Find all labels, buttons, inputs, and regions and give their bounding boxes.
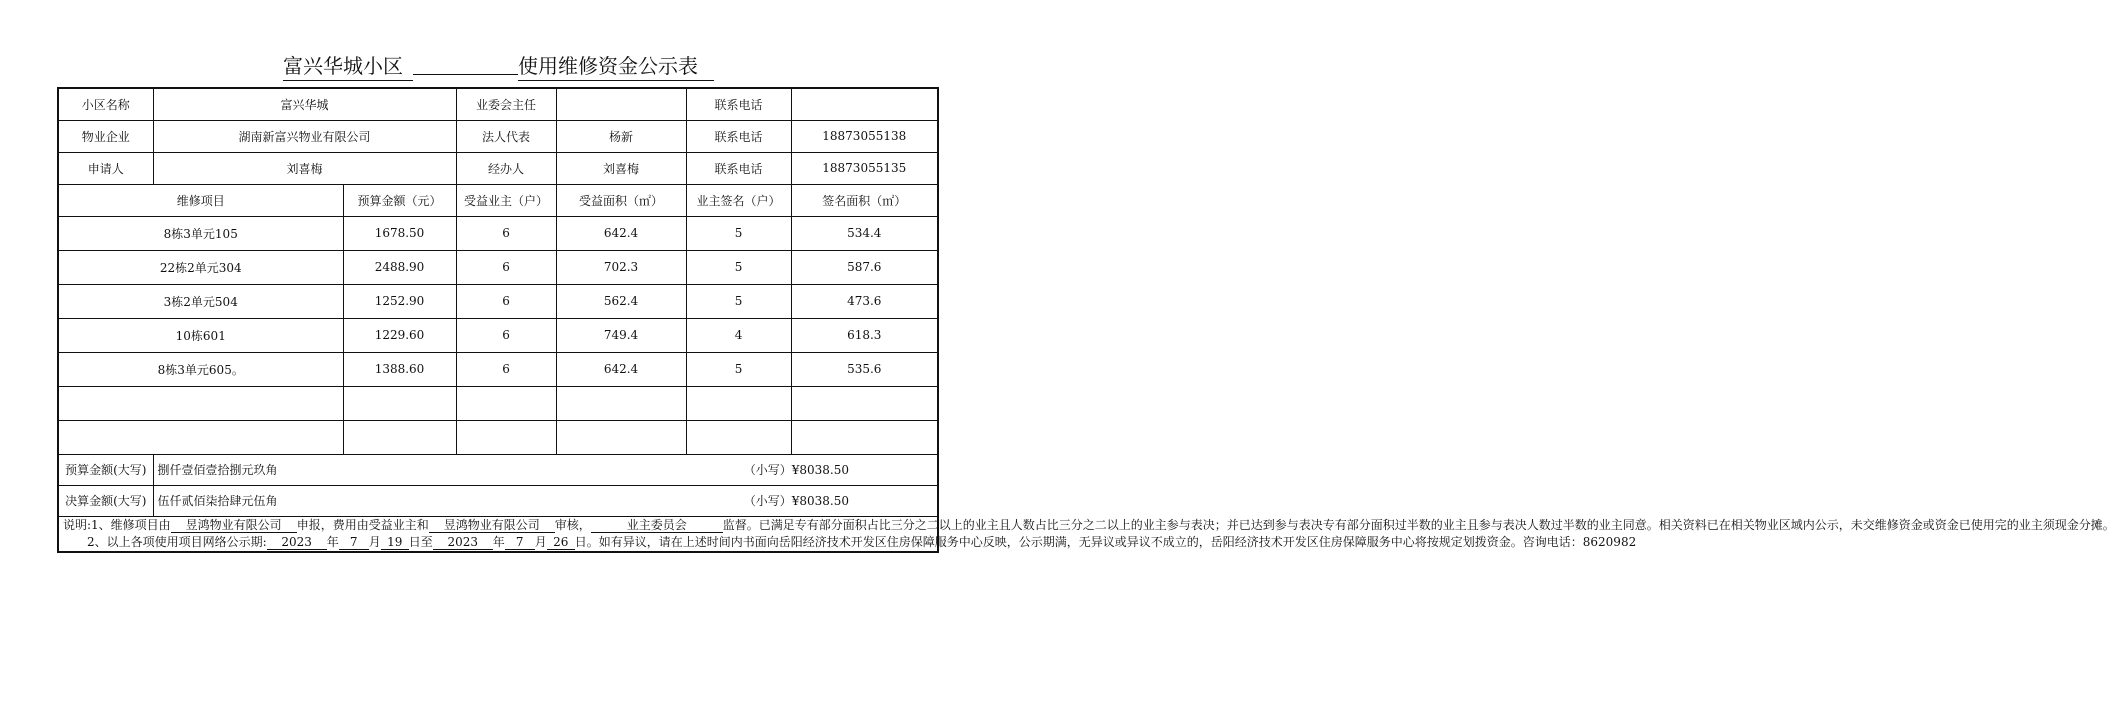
row-signed-area: 618.3 bbox=[791, 318, 938, 352]
info-row-company bbox=[58, 120, 938, 152]
row-area: 562.4 bbox=[556, 284, 686, 318]
disclosure-table bbox=[57, 87, 2115, 553]
header-item: 维修项目 bbox=[58, 184, 343, 216]
row-item: 8栋3单元605。 bbox=[58, 352, 343, 386]
final-caps-value: 伍仟贰佰柒拾肆元伍角 bbox=[157, 494, 278, 508]
row-owners: 6 bbox=[456, 250, 556, 284]
table-row bbox=[58, 352, 938, 386]
end-day: 26 bbox=[547, 535, 575, 550]
row-signed: 5 bbox=[686, 284, 791, 318]
title-main: 使用维修资金公示表 bbox=[518, 50, 714, 81]
budget-caps-label: 预算金额(大写) bbox=[58, 454, 153, 485]
handler-value: 刘喜梅 bbox=[556, 152, 686, 184]
row-item: 22栋2单元304 bbox=[58, 250, 343, 284]
table-row bbox=[58, 250, 938, 284]
budget-caps-value: 捌仟壹佰壹拾捌元玖角 bbox=[157, 463, 278, 477]
row-owners: 6 bbox=[456, 352, 556, 386]
final-total-row bbox=[58, 485, 938, 516]
committee-value bbox=[556, 88, 686, 120]
budget-total-row bbox=[58, 454, 938, 485]
row-budget: 1229.60 bbox=[343, 318, 456, 352]
budget-small-value: （小写）¥8038.50 bbox=[743, 463, 850, 477]
committee-label: 业委会主任 bbox=[456, 88, 556, 120]
handler-label: 经办人 bbox=[456, 152, 556, 184]
start-year: 2023 bbox=[267, 535, 327, 550]
end-year: 2023 bbox=[433, 535, 493, 550]
end-month: 7 bbox=[505, 535, 535, 550]
row-area: 642.4 bbox=[556, 216, 686, 250]
row-signed: 5 bbox=[686, 352, 791, 386]
phone-label: 联系电话 bbox=[686, 152, 791, 184]
reviewer-company: 昱鸿物业有限公司 bbox=[429, 518, 555, 533]
row-budget: 1388.60 bbox=[343, 352, 456, 386]
final-caps-label: 决算金额(大写) bbox=[58, 485, 153, 516]
row-signed-area: 535.6 bbox=[791, 352, 938, 386]
phone-label: 联系电话 bbox=[686, 88, 791, 120]
start-day: 19 bbox=[381, 535, 409, 550]
legal-phone: 18873055138 bbox=[791, 120, 938, 152]
info-row-community bbox=[58, 88, 938, 120]
row-budget: 1252.90 bbox=[343, 284, 456, 318]
supervisor: 业主委员会 bbox=[591, 518, 723, 533]
company-value: 湖南新富兴物业有限公司 bbox=[153, 120, 456, 152]
row-signed: 5 bbox=[686, 250, 791, 284]
header-signed: 业主签名（户） bbox=[686, 184, 791, 216]
community-value: 富兴华城 bbox=[153, 88, 456, 120]
committee-phone bbox=[791, 88, 938, 120]
budget-caps-cell bbox=[153, 454, 938, 485]
row-signed: 5 bbox=[686, 216, 791, 250]
row-owners: 6 bbox=[456, 318, 556, 352]
phone-label: 联系电话 bbox=[686, 120, 791, 152]
header-row bbox=[58, 184, 938, 216]
table-row bbox=[58, 318, 938, 352]
start-month: 7 bbox=[339, 535, 369, 550]
empty-row bbox=[58, 420, 938, 454]
handler-phone: 18873055135 bbox=[791, 152, 938, 184]
legal-value: 杨新 bbox=[556, 120, 686, 152]
note-row bbox=[58, 516, 938, 552]
row-signed-area: 473.6 bbox=[791, 284, 938, 318]
applicant-label: 申请人 bbox=[58, 152, 153, 184]
company-label: 物业企业 bbox=[58, 120, 153, 152]
header-owners: 受益业主（户） bbox=[456, 184, 556, 216]
applicant-value: 刘喜梅 bbox=[153, 152, 456, 184]
legal-label: 法人代表 bbox=[456, 120, 556, 152]
row-item: 3栋2单元504 bbox=[58, 284, 343, 318]
final-caps-cell bbox=[153, 485, 938, 516]
row-budget: 1678.50 bbox=[343, 216, 456, 250]
title-gap-underline bbox=[413, 50, 518, 75]
document-title bbox=[0, 46, 1000, 80]
row-budget: 2488.90 bbox=[343, 250, 456, 284]
row-area: 642.4 bbox=[556, 352, 686, 386]
applicant-company: 昱鸿物业有限公司 bbox=[171, 518, 297, 533]
table-row bbox=[58, 216, 938, 250]
header-signed-area: 签名面积（㎡） bbox=[791, 184, 938, 216]
note-text: 说明:1、维修项目由 昱鸿物业有限公司 申报，费用由受益业主和 昱鸿物业有限公司 审核， 业主委员会 监督。已满足专有部分面积占比三分之二以上的业主且人数占比三分之二以上的业主参与表决；并已达到参与表决专有部分面积过半数的业主且参与表决人数过半数的业主同意。相关资料已在相关物业区域内公示，未交维修资金或资金已使用完的业主须现金分摊。 2、以上各项使用项目网络公示期: 2023 年 7 月 19 日至 2023 年 7 月 26 日。如有异议，请在上述时间内书面向岳阳经济技术开发区住房保障服务中心反映，公示期满，无异议或异议不成立的，岳阳经济技术开发区住房保障服务中心将按规定划拨资金。咨询电话：8620982 bbox=[58, 516, 938, 552]
final-small-value: （小写）¥8038.50 bbox=[743, 494, 850, 508]
row-owners: 6 bbox=[456, 284, 556, 318]
row-signed-area: 534.4 bbox=[791, 216, 938, 250]
table-row bbox=[58, 284, 938, 318]
row-owners: 6 bbox=[456, 216, 556, 250]
header-budget: 预算金额（元） bbox=[343, 184, 456, 216]
info-row-applicant bbox=[58, 152, 938, 184]
community-label: 小区名称 bbox=[58, 88, 153, 120]
title-community: 富兴华城小区 bbox=[283, 50, 413, 81]
header-area: 受益面积（㎡） bbox=[556, 184, 686, 216]
empty-row bbox=[58, 386, 938, 420]
row-area: 702.3 bbox=[556, 250, 686, 284]
row-signed-area: 587.6 bbox=[791, 250, 938, 284]
row-item: 8栋3单元105 bbox=[58, 216, 343, 250]
row-area: 749.4 bbox=[556, 318, 686, 352]
row-item: 10栋601 bbox=[58, 318, 343, 352]
row-signed: 4 bbox=[686, 318, 791, 352]
